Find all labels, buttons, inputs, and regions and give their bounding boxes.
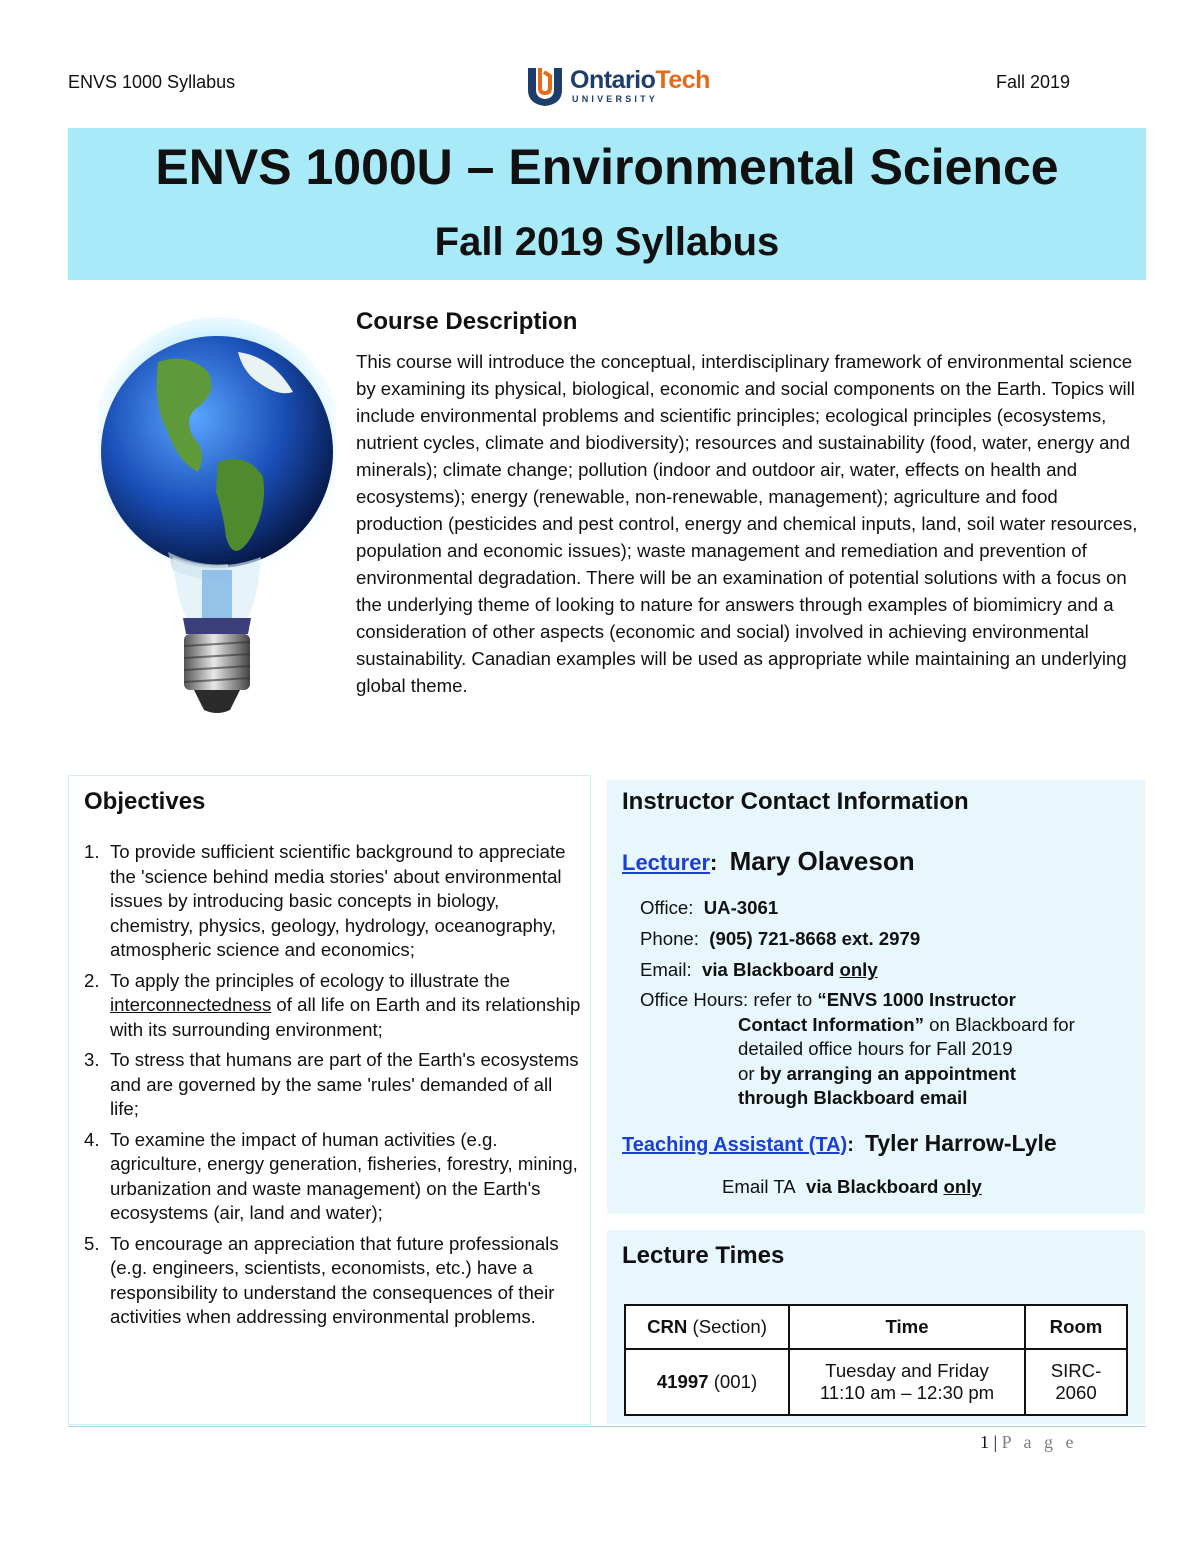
lecture-times-table [624, 1304, 1128, 1416]
objectives-list [84, 840, 584, 1336]
objective-text: To stress that humans are part of the Earth's ecosystems and are governed by the same 'rules' demanded of all life; [110, 1049, 579, 1119]
table-row [625, 1349, 1127, 1415]
logo-subtitle: UNIVERSITY [572, 94, 659, 104]
lecture-times-heading: Lecture Times [622, 1242, 785, 1269]
ta-email-value: via Blackboard [806, 1176, 939, 1197]
phone-row [640, 927, 920, 951]
ta-email-only-emphasis: only [943, 1176, 982, 1197]
course-description-heading: Course Description [356, 308, 578, 335]
course-description-text: This course will introduce the conceptual, interdisciplinary framework of environmental science by examining its physical, biological, economic and social components on the Earth. Topics will include environmental problems and scientific principles; ecological principles (ecosystems, nutrient cycles, climate and biodiversity); resources and sustainability (food, water, energy and minerals); climate change; pollution (indoor and outdoor air, water, effects on health and ecosystems); energy (renewable, non-renewable, management); agriculture and food production (pesticides and pest control, energy and chemical inputs, land, soil water resources, population and economic issues); waste management and remediation and prevention of environmental degradation. There will be an examination of potential solutions with a focus on the underlying theme of looking to nature for answers through examples of biomimicry and a consideration of other aspects (economic and social) involved in achieving environmental sustainability. Canadian examples will be used as appropriate while maintaining an underlying global theme. [356, 351, 1138, 696]
objective-number: 3. [84, 1049, 100, 1070]
lecturer-name: Mary Olaveson [729, 846, 915, 876]
syllabus-subtitle: Fall 2019 Syllabus [434, 220, 780, 264]
page-number: 1 | P a g e [980, 1432, 1078, 1452]
lecturer-link[interactable]: Lecturer [622, 850, 711, 875]
cell-time: Tuesday and Friday 11:10 am – 12:30 pm [789, 1349, 1025, 1415]
objective-number: 2. [84, 969, 100, 991]
objective-number: 4. [84, 1128, 100, 1150]
objective-text: To examine the impact of human activities (e.g. agriculture, energy generation, fisheries, forestry, mining, urbanization and waste management) on the Earth's ecosystems (air, land and water); [110, 1128, 578, 1223]
logo-word-ontario: Ontario [570, 66, 656, 94]
office-hours-block: Office Hours: refer to “ENVS 1000 Instructor Contact Information” on Blackboard for detailed office hours for Fall 2019 or by arranging an appointment through Blackboard email [640, 989, 1075, 1108]
email-label: Email: [640, 959, 692, 980]
objective-number: 1. [84, 841, 100, 862]
office-row [640, 896, 778, 920]
office-label: Office: [640, 897, 694, 918]
instructor-contact-heading: Instructor Contact Information [622, 788, 969, 815]
earth-lightbulb-illustration [98, 312, 336, 722]
email-row [640, 958, 878, 982]
list-item [84, 840, 584, 963]
office-hours-label: Office Hours: refer to [640, 989, 813, 1010]
objective-text: of all life on Earth and its relationship with its surrounding environment; [110, 994, 581, 1040]
ta-name: Tyler Harrow-Lyle [865, 1130, 1057, 1156]
office-hours-quote: “ENVS 1000 Instructor [817, 989, 1016, 1010]
teaching-assistant-link[interactable]: Teaching Assistant (TA) [622, 1134, 848, 1156]
ta-email-row [722, 1176, 982, 1198]
header-term-label: Fall 2019 [996, 72, 1071, 92]
objective-text: To encourage an appreciation that future professionals (e.g. engineers, scientists, economists, etc.) have a responsibility to understand the consequences of their activities when addressing environmental problems. [110, 1232, 559, 1327]
column-header-time: Time [789, 1305, 1025, 1349]
objectives-heading: Objectives [84, 788, 206, 815]
course-title: ENVS 1000U – Environmental Science [155, 139, 1059, 195]
objective-text: To provide sufficient scientific background to appreciate the 'science behind media stories' about environmental issues by introducing basic concepts in biology, chemistry, physics, geology, hydrology, oceanography, atmospheric science and economics; [110, 841, 566, 960]
list-item [84, 1232, 584, 1330]
objective-underlined-term: interconnectedness [110, 994, 272, 1015]
logo-wordmark [570, 66, 710, 95]
objective-text: To apply the principles of ecology to illustrate the [110, 969, 510, 991]
university-shield-icon [524, 64, 566, 108]
logo-word-tech: Tech [655, 66, 710, 94]
header-course-label: ENVS 1000 Syllabus [68, 72, 236, 92]
email-value: via Blackboard [702, 959, 835, 980]
cell-crn: 41997 (001) [625, 1349, 789, 1415]
university-logo [524, 64, 710, 108]
list-item [84, 969, 584, 1043]
ta-row: Teaching Assistant (TA): Tyler Harrow-Lyle [622, 1130, 1057, 1156]
phone-value: (905) 721-8668 ext. 2979 [709, 928, 921, 949]
column-header-room: Room [1025, 1305, 1127, 1349]
lecturer-row: Lecturer: Mary Olaveson [622, 846, 915, 876]
office-value: UA-3061 [703, 897, 779, 918]
cell-room: SIRC- 2060 [1025, 1349, 1127, 1415]
phone-label: Phone: [640, 928, 699, 949]
column-header-crn: CRN (Section) [625, 1305, 789, 1349]
list-item [84, 1048, 584, 1122]
footer-divider [68, 1426, 1146, 1427]
table-header-row [625, 1305, 1127, 1349]
title-banner [68, 128, 1146, 280]
list-item [84, 1128, 584, 1226]
email-only-emphasis: only [839, 959, 878, 980]
ta-email-label: Email TA [722, 1176, 796, 1197]
office-hours-or: or [738, 1062, 760, 1084]
objective-number: 5. [84, 1232, 100, 1254]
